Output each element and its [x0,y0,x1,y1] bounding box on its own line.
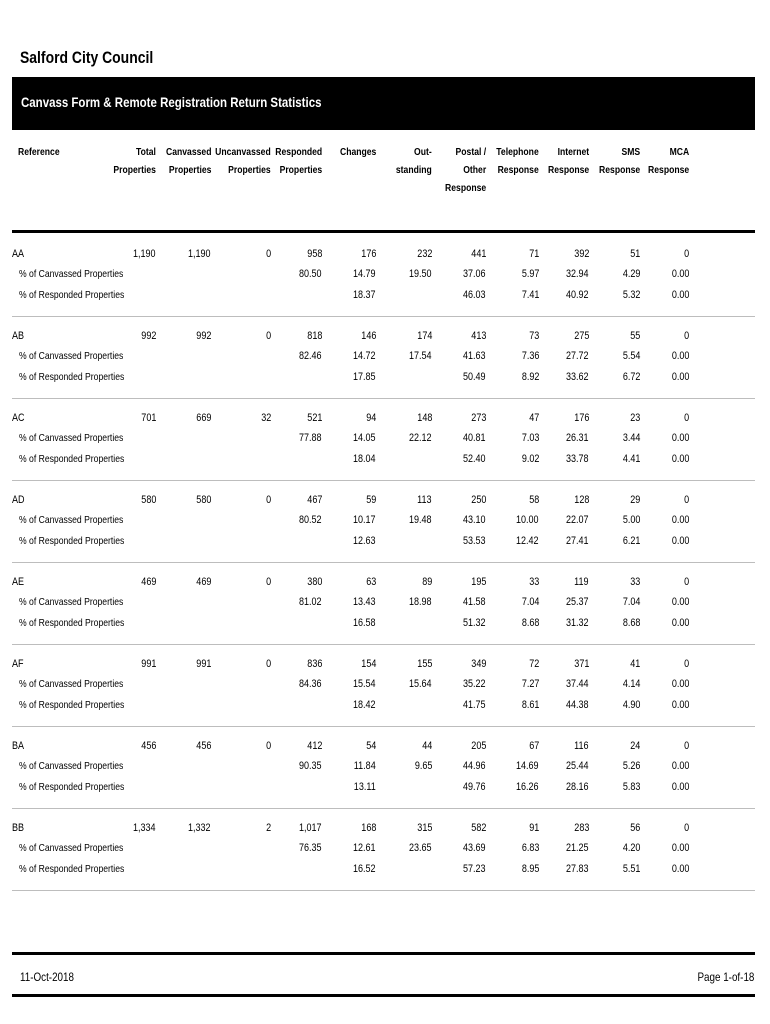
table-row [0,408,770,490]
cell-postal: 273 [470,412,486,424]
header-mca-response: MCA Response [647,146,689,176]
row-divider [12,398,755,399]
cell-canvassed: 469 [195,576,211,588]
report-date: 11-Oct-2018 [20,970,74,984]
row-reference: AD [12,494,25,506]
cell-pct-responded-internet: 27.83 [566,863,589,875]
cell-telephone: 47 [528,412,539,424]
cell-pct-responded-changes: 18.04 [353,453,376,465]
cell-pct-canvassed-mca: 0.00 [671,432,689,444]
cell-pct-responded-postal: 41.75 [463,699,486,711]
cell-changes: 154 [360,658,376,670]
row-divider [12,726,755,727]
label-responded-pct: % of Responded Properties [19,781,125,793]
cell-mca: 0 [683,740,689,752]
cell-telephone: 91 [528,822,539,834]
cell-postal: 195 [470,576,486,588]
header-responded-properties: Responded Properties [275,146,322,176]
cell-outstanding: 148 [416,412,432,424]
cell-postal: 250 [470,494,486,506]
cell-pct-responded-postal: 53.53 [463,535,486,547]
cell-pct-responded-changes: 16.58 [353,617,376,629]
cell-pct-responded-postal: 52.40 [463,453,486,465]
cell-pct-canvassed-responded: 90.35 [299,760,322,772]
header-outstanding: Out- standing [396,146,432,176]
cell-pct-responded-internet: 28.16 [566,781,589,793]
page-title: Salford City Council [20,48,154,67]
cell-postal: 349 [470,658,486,670]
cell-pct-canvassed-postal: 43.10 [463,514,486,526]
cell-uncanvassed: 0 [265,248,271,260]
cell-internet: 283 [573,822,589,834]
cell-sms: 33 [629,576,640,588]
cell-pct-canvassed-sms: 4.14 [622,678,640,690]
cell-canvassed: 1,190 [188,248,211,260]
cell-pct-responded-mca: 0.00 [671,371,689,383]
cell-responded: 1,017 [299,822,322,834]
cell-mca: 0 [683,248,689,260]
cell-canvassed: 992 [195,330,211,342]
cell-pct-canvassed-responded: 84.36 [299,678,322,690]
cell-pct-responded-telephone: 8.95 [521,863,539,875]
cell-pct-canvassed-changes: 13.43 [353,596,376,608]
cell-responded: 467 [306,494,322,506]
cell-pct-responded-mca: 0.00 [671,453,689,465]
cell-pct-responded-mca: 0.00 [671,863,689,875]
cell-outstanding: 113 [417,494,432,506]
row-reference: AA [12,248,25,260]
label-canvassed-pct: % of Canvassed Properties [19,432,124,444]
cell-telephone: 71 [528,248,539,260]
label-responded-pct: % of Responded Properties [19,699,125,711]
cell-pct-responded-sms: 5.51 [622,863,640,875]
cell-uncanvassed: 32 [260,412,271,424]
row-reference: AC [12,412,25,424]
label-responded-pct: % of Responded Properties [19,453,125,465]
label-canvassed-pct: % of Canvassed Properties [19,350,124,362]
cell-outstanding: 315 [416,822,432,834]
cell-pct-responded-internet: 33.78 [566,453,589,465]
header-uncanvassed-properties: Uncanvassed Properties [215,146,271,176]
cell-canvassed: 991 [195,658,211,670]
report-banner [12,77,755,130]
cell-pct-responded-mca: 0.00 [671,289,689,301]
cell-pct-canvassed-outstanding: 22.12 [409,432,432,444]
cell-pct-canvassed-postal: 41.63 [463,350,486,362]
cell-pct-canvassed-outstanding: 9.65 [414,760,432,772]
cell-pct-responded-telephone: 16.26 [516,781,539,793]
cell-pct-responded-postal: 49.76 [463,781,486,793]
cell-pct-responded-postal: 46.03 [463,289,486,301]
cell-responded: 958 [306,248,322,260]
cell-pct-canvassed-changes: 12.61 [353,842,376,854]
cell-pct-canvassed-telephone: 14.69 [516,760,539,772]
row-divider [12,480,755,481]
cell-uncanvassed: 0 [265,576,271,588]
cell-sms: 56 [629,822,640,834]
footer-rule-bottom [12,994,755,997]
cell-pct-canvassed-internet: 32.94 [566,268,589,280]
cell-pct-canvassed-outstanding: 18.98 [409,596,432,608]
cell-pct-responded-mca: 0.00 [671,535,689,547]
cell-pct-responded-mca: 0.00 [671,617,689,629]
header-internet-response: Internet Response [547,146,589,176]
label-canvassed-pct: % of Canvassed Properties [19,678,124,690]
header-sms-response: SMS Response [598,146,640,176]
cell-pct-responded-changes: 17.85 [353,371,376,383]
cell-postal: 413 [470,330,486,342]
cell-pct-responded-telephone: 8.68 [521,617,539,629]
cell-pct-responded-sms: 5.32 [622,289,640,301]
cell-outstanding: 155 [416,658,432,670]
cell-internet: 392 [573,248,589,260]
cell-pct-canvassed-outstanding: 15.64 [409,678,432,690]
cell-pct-canvassed-telephone: 10.00 [516,514,539,526]
cell-pct-canvassed-responded: 76.35 [299,842,322,854]
cell-changes: 54 [365,740,376,752]
table-row [0,736,770,818]
header-canvassed-properties: Canvassed Properties [165,146,211,176]
cell-pct-canvassed-responded: 82.46 [299,350,322,362]
cell-pct-canvassed-internet: 27.72 [566,350,589,362]
cell-responded: 521 [306,412,322,424]
cell-outstanding: 232 [416,248,432,260]
cell-telephone: 67 [528,740,539,752]
cell-pct-canvassed-telephone: 6.83 [521,842,539,854]
row-divider [12,808,755,809]
cell-total: 992 [140,330,156,342]
cell-pct-canvassed-changes: 14.72 [353,350,376,362]
cell-pct-canvassed-sms: 5.26 [622,760,640,772]
cell-pct-canvassed-postal: 40.81 [463,432,486,444]
cell-pct-responded-changes: 12.63 [353,535,376,547]
cell-pct-responded-changes: 18.37 [353,289,376,301]
cell-pct-responded-sms: 5.83 [622,781,640,793]
row-divider [12,316,755,317]
cell-changes: 59 [365,494,376,506]
cell-pct-responded-postal: 50.49 [463,371,486,383]
cell-pct-canvassed-sms: 4.29 [622,268,640,280]
cell-pct-canvassed-mca: 0.00 [671,514,689,526]
cell-pct-canvassed-internet: 22.07 [566,514,589,526]
cell-outstanding: 44 [421,740,432,752]
cell-changes: 63 [365,576,376,588]
cell-pct-canvassed-changes: 14.79 [353,268,376,280]
cell-pct-responded-postal: 57.23 [463,863,486,875]
label-canvassed-pct: % of Canvassed Properties [19,268,124,280]
cell-total: 469 [140,576,156,588]
cell-outstanding: 174 [416,330,432,342]
table-row [0,572,770,654]
label-responded-pct: % of Responded Properties [19,863,125,875]
label-canvassed-pct: % of Canvassed Properties [19,514,124,526]
table-row [0,818,770,900]
cell-pct-responded-sms: 4.90 [622,699,640,711]
cell-pct-canvassed-outstanding: 19.50 [409,268,432,280]
cell-pct-canvassed-outstanding: 23.65 [409,842,432,854]
cell-responded: 380 [306,576,322,588]
label-responded-pct: % of Responded Properties [19,535,125,547]
cell-canvassed: 669 [195,412,211,424]
cell-pct-canvassed-responded: 77.88 [299,432,322,444]
cell-telephone: 73 [528,330,539,342]
cell-pct-responded-changes: 13.11 [354,781,376,793]
cell-total: 1,334 [133,822,156,834]
cell-total: 456 [140,740,156,752]
cell-responded: 836 [306,658,322,670]
label-responded-pct: % of Responded Properties [19,371,125,383]
cell-changes: 146 [360,330,376,342]
cell-pct-responded-telephone: 7.41 [521,289,539,301]
cell-internet: 116 [574,740,589,752]
cell-internet: 128 [573,494,589,506]
cell-mca: 0 [683,412,689,424]
cell-pct-responded-changes: 16.52 [353,863,376,875]
cell-pct-responded-sms: 4.41 [622,453,640,465]
row-divider [12,562,755,563]
cell-pct-canvassed-mca: 0.00 [671,678,689,690]
header-telephone-response: Telephone Response [496,146,539,176]
cell-pct-responded-telephone: 9.02 [521,453,539,465]
cell-canvassed: 580 [195,494,211,506]
cell-pct-canvassed-responded: 80.50 [299,268,322,280]
cell-pct-canvassed-postal: 35.22 [463,678,486,690]
cell-responded: 818 [306,330,322,342]
cell-pct-canvassed-sms: 7.04 [622,596,640,608]
cell-pct-canvassed-internet: 25.44 [566,760,589,772]
cell-pct-canvassed-postal: 44.96 [463,760,486,772]
cell-pct-canvassed-changes: 15.54 [353,678,376,690]
label-canvassed-pct: % of Canvassed Properties [19,760,124,772]
footer-rule-top [12,952,755,955]
cell-pct-canvassed-changes: 10.17 [353,514,376,526]
row-divider [12,890,755,891]
cell-pct-responded-sms: 6.72 [622,371,640,383]
row-reference: AF [12,658,24,670]
cell-pct-responded-sms: 8.68 [622,617,640,629]
header-rule [12,230,755,233]
cell-telephone: 33 [528,576,539,588]
cell-pct-canvassed-mca: 0.00 [671,596,689,608]
row-divider [12,644,755,645]
cell-internet: 275 [573,330,589,342]
cell-changes: 176 [360,248,376,260]
cell-pct-responded-sms: 6.21 [622,535,640,547]
cell-postal: 582 [470,822,486,834]
cell-mca: 0 [683,822,689,834]
cell-total: 580 [140,494,156,506]
cell-changes: 168 [360,822,376,834]
cell-pct-canvassed-internet: 25.37 [566,596,589,608]
cell-pct-responded-internet: 27.41 [566,535,589,547]
cell-pct-canvassed-telephone: 5.97 [521,268,539,280]
cell-sms: 23 [629,412,640,424]
cell-uncanvassed: 2 [265,822,271,834]
cell-uncanvassed: 0 [265,494,271,506]
row-reference: BB [12,822,25,834]
cell-pct-responded-internet: 31.32 [566,617,589,629]
cell-pct-canvassed-telephone: 7.03 [521,432,539,444]
cell-pct-canvassed-sms: 5.00 [622,514,640,526]
cell-sms: 41 [629,658,640,670]
report-title: Canvass Form & Remote Registration Return Statistics [21,94,322,110]
cell-mca: 0 [683,494,689,506]
cell-internet: 371 [573,658,589,670]
cell-telephone: 72 [528,658,539,670]
cell-pct-responded-telephone: 8.92 [521,371,539,383]
cell-pct-responded-internet: 44.38 [566,699,589,711]
label-responded-pct: % of Responded Properties [19,289,125,301]
header-changes: Changes [339,146,376,158]
cell-pct-canvassed-mca: 0.00 [671,268,689,280]
cell-pct-canvassed-postal: 37.06 [463,268,486,280]
cell-pct-canvassed-internet: 21.25 [566,842,589,854]
cell-internet: 176 [573,412,589,424]
cell-pct-responded-postal: 51.32 [463,617,486,629]
cell-pct-canvassed-telephone: 7.36 [521,350,539,362]
label-canvassed-pct: % of Canvassed Properties [19,596,124,608]
cell-pct-responded-telephone: 12.42 [516,535,539,547]
header-reference: Reference [18,146,60,158]
cell-sms: 29 [629,494,640,506]
cell-uncanvassed: 0 [265,330,271,342]
row-reference: BA [12,740,25,752]
cell-pct-canvassed-changes: 14.05 [353,432,376,444]
header-total-properties: Total Properties [113,146,156,176]
page-number: Page 1-of-18 [697,970,754,984]
label-responded-pct: % of Responded Properties [19,617,125,629]
cell-pct-responded-telephone: 8.61 [521,699,539,711]
cell-pct-canvassed-telephone: 7.27 [521,678,539,690]
cell-internet: 119 [574,576,589,588]
cell-uncanvassed: 0 [265,740,271,752]
cell-postal: 441 [470,248,486,260]
cell-pct-canvassed-mca: 0.00 [671,350,689,362]
cell-pct-canvassed-telephone: 7.04 [521,596,539,608]
cell-pct-canvassed-outstanding: 17.54 [409,350,432,362]
cell-outstanding: 89 [421,576,432,588]
cell-responded: 412 [306,740,322,752]
cell-postal: 205 [470,740,486,752]
cell-pct-canvassed-mca: 0.00 [671,842,689,854]
cell-sms: 55 [629,330,640,342]
cell-pct-canvassed-sms: 3.44 [622,432,640,444]
cell-pct-canvassed-outstanding: 19.48 [409,514,432,526]
cell-sms: 24 [629,740,640,752]
cell-mca: 0 [683,330,689,342]
table-row [0,654,770,736]
cell-total: 1,190 [133,248,156,260]
cell-pct-responded-changes: 18.42 [353,699,376,711]
cell-sms: 51 [629,248,640,260]
header-postal-other-response: Postal / Other Response [444,146,486,194]
cell-changes: 94 [365,412,376,424]
cell-canvassed: 1,332 [188,822,211,834]
cell-pct-canvassed-responded: 81.02 [299,596,322,608]
table-row [0,244,770,326]
cell-pct-responded-mca: 0.00 [671,781,689,793]
cell-mca: 0 [683,658,689,670]
cell-pct-canvassed-postal: 43.69 [463,842,486,854]
cell-pct-responded-internet: 40.92 [566,289,589,301]
cell-pct-responded-mca: 0.00 [671,699,689,711]
cell-pct-canvassed-sms: 5.54 [622,350,640,362]
cell-mca: 0 [683,576,689,588]
table-row [0,490,770,572]
cell-pct-canvassed-postal: 41.58 [463,596,486,608]
cell-pct-responded-internet: 33.62 [566,371,589,383]
cell-pct-canvassed-responded: 80.52 [299,514,322,526]
table-row [0,326,770,408]
cell-pct-canvassed-internet: 26.31 [566,432,589,444]
label-canvassed-pct: % of Canvassed Properties [19,842,124,854]
row-reference: AE [12,576,25,588]
cell-pct-canvassed-internet: 37.44 [566,678,589,690]
cell-pct-canvassed-mca: 0.00 [671,760,689,772]
cell-telephone: 58 [528,494,539,506]
row-reference: AB [12,330,25,342]
cell-pct-canvassed-changes: 11.84 [354,760,376,772]
cell-pct-canvassed-sms: 4.20 [622,842,640,854]
cell-canvassed: 456 [195,740,211,752]
cell-uncanvassed: 0 [265,658,271,670]
cell-total: 701 [140,412,156,424]
cell-total: 991 [140,658,156,670]
